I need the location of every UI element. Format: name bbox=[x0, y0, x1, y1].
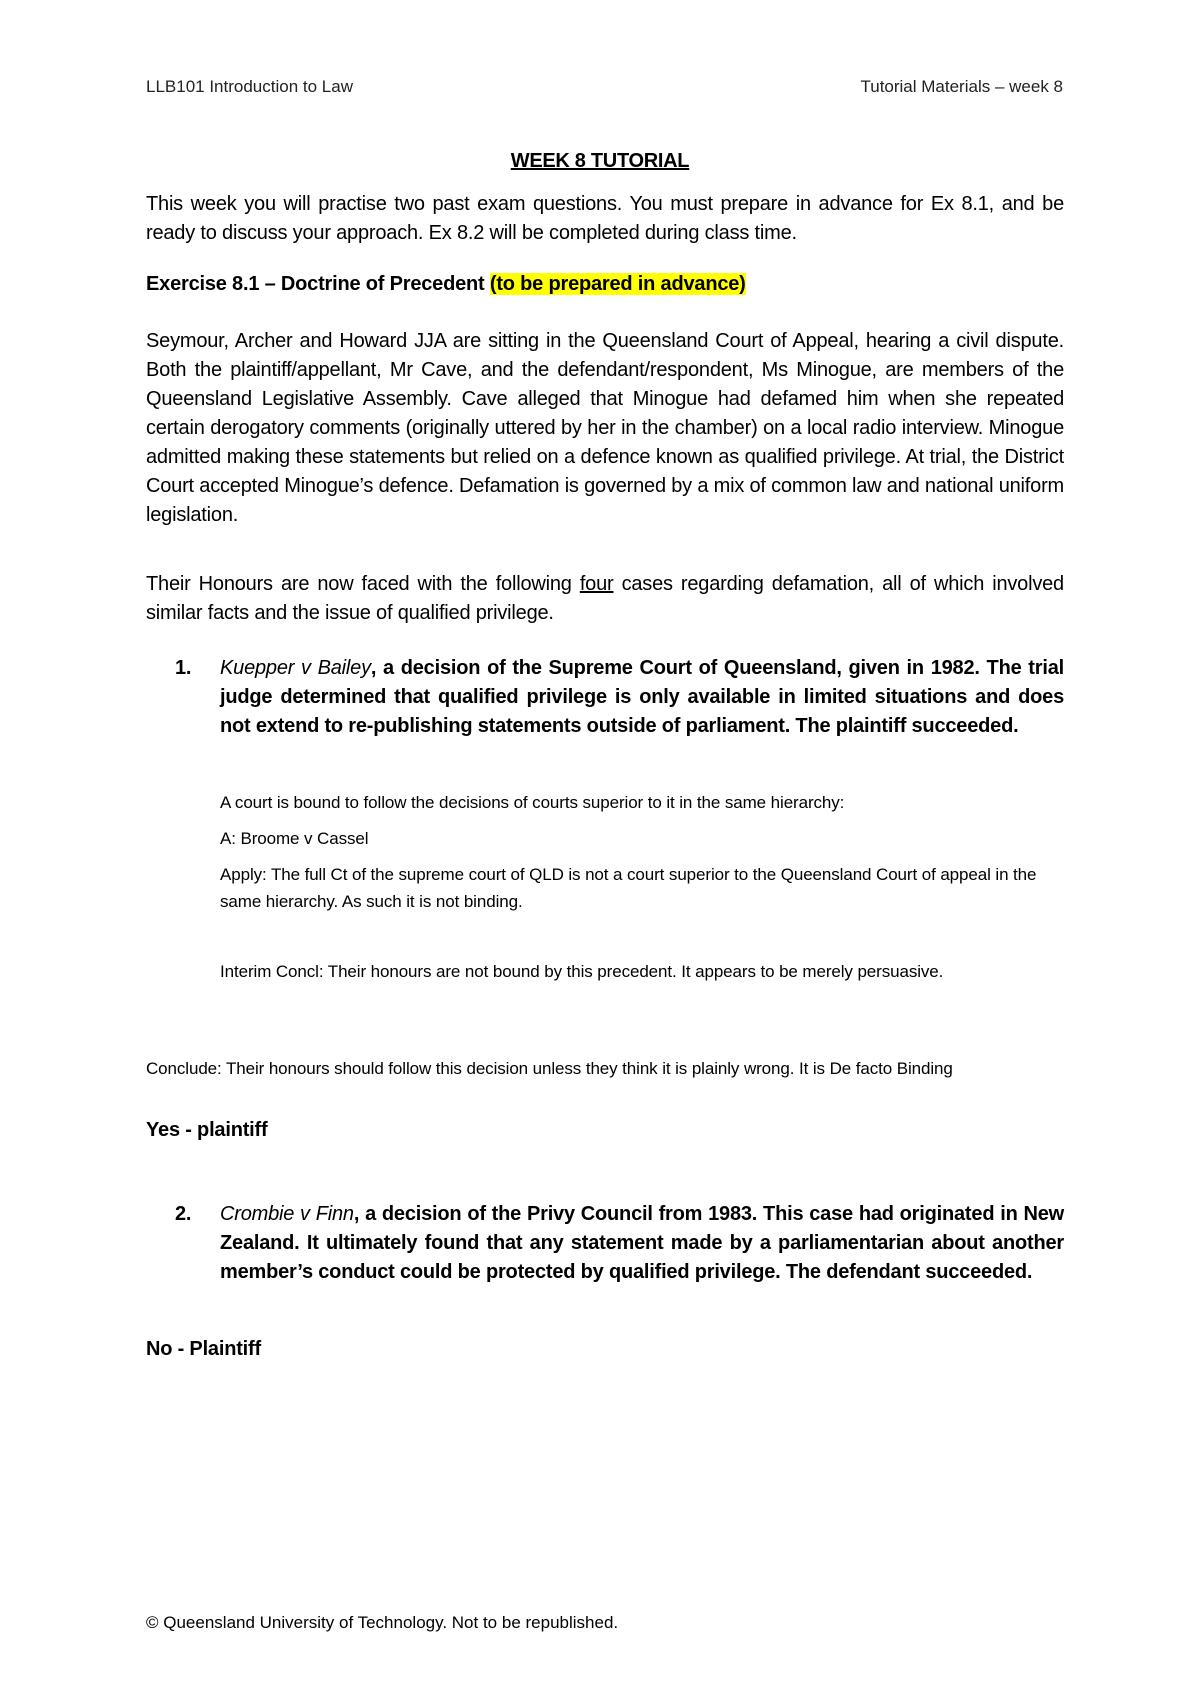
exercise-heading-highlight: (to be prepared in advance) bbox=[489, 273, 746, 295]
page-title: WEEK 8 TUTORIAL bbox=[510, 150, 690, 172]
case-number: 2. bbox=[175, 1203, 192, 1225]
honours-text-before: Their Honours are now faced with the following bbox=[146, 573, 572, 595]
exercise-heading-text: Exercise 8.1 – Doctrine of Precedent bbox=[146, 273, 485, 295]
note-apply: Apply: The full Ct of the supreme court of QLD is not a court superior to the Queensland Court of appeal in the same hierarchy. As such it is not binding. bbox=[220, 865, 1037, 911]
case-text: , a decision of the Supreme Court of Queensland, given in 1982. The trial judge determined that qualified privilege is only available in limited situations and does not extend to re-publishing statements outside of parliament. The plaintiff succeeded. bbox=[220, 657, 1064, 737]
header-course: LLB101 Introduction to Law bbox=[146, 77, 353, 96]
honours-underlined-word: four bbox=[579, 573, 614, 595]
note-authority: A: Broome v Cassel bbox=[220, 829, 369, 848]
case-number: 1. bbox=[175, 657, 192, 679]
answer-case-1: Yes - plaintiff bbox=[146, 1119, 268, 1141]
case-text: , a decision of the Privy Council from 1983. This case had originated in New Zealand. It ultimately found that any statement made by a parliamentarian about another member’s conduct could be protected by qualified privilege. The defendant succeeded. bbox=[220, 1203, 1065, 1283]
case-item-2 bbox=[175, 1200, 1064, 1287]
header-materials: Tutorial Materials – week 8 bbox=[860, 77, 1063, 96]
case-name: Crombie v Finn bbox=[220, 1203, 354, 1225]
note-interim-conclusion: Interim Concl: Their honours are not bound by this precedent. It appears to be merely persuasive. bbox=[220, 962, 944, 981]
exercise-heading bbox=[146, 270, 1064, 299]
intro-paragraph: This week you will practise two past exam questions. You must prepare in advance for Ex 8.1, and be ready to discuss your approach. Ex 8.2 will be completed during class time. bbox=[146, 193, 1064, 244]
copyright-footer: © Queensland University of Technology. Not to be republished. bbox=[146, 1613, 619, 1632]
honours-text-after: cases regarding defamation, all of which involved similar facts and the issue of qualified privilege. bbox=[146, 573, 1064, 624]
case-item-1 bbox=[175, 654, 1064, 741]
note-conclude: Conclude: Their honours should follow this decision unless they think it is plainly wrong. It is De facto Binding bbox=[146, 1059, 953, 1078]
answer-case-2: No - Plaintiff bbox=[146, 1338, 261, 1360]
honours-paragraph bbox=[146, 570, 1064, 628]
note-rule: A court is bound to follow the decisions of courts superior to it in the same hierarchy: bbox=[220, 793, 845, 812]
case-name: Kuepper v Bailey bbox=[220, 657, 371, 679]
scenario-paragraph: Seymour, Archer and Howard JJA are sitting in the Queensland Court of Appeal, hearing a civil dispute. Both the plaintiff/appellant, Mr Cave, and the defendant/respondent, Ms Minogue, are members of the Queensland Legislative Assembly. Cave alleged that Minogue had defamed him when she repeated certain derogatory comments (originally uttered by her in the chamber) on a local radio interview. Minogue admitted making these statements but relied on a defence known as qualified privilege. At trial, the District Court accepted Minogue’s defence. Defamation is governed by a mix of common law and national uniform legislation. bbox=[146, 330, 1064, 526]
